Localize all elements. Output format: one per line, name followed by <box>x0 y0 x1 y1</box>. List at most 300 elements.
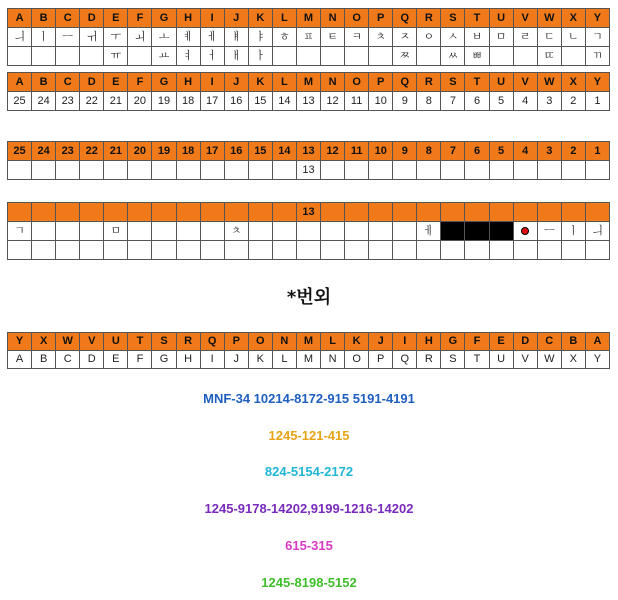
header-row-cell: Q <box>393 73 417 92</box>
value-row-cell <box>272 161 296 180</box>
number-row-cell: 11 <box>345 92 369 111</box>
korean-row-cell <box>561 47 585 66</box>
header-row-cell: 20 <box>128 142 152 161</box>
header-row-cell <box>441 203 465 222</box>
korean-row-cell: ㅒ <box>224 28 248 47</box>
header-row-cell: J <box>369 333 393 351</box>
value-row-cell <box>417 161 441 180</box>
puzzle-row-cell <box>56 241 80 260</box>
korean-row-cell: ㄹ <box>513 28 537 47</box>
puzzle-row-cell <box>441 222 465 241</box>
header-row-cell <box>272 203 296 222</box>
header-row-cell <box>513 203 537 222</box>
puzzle-row-cell <box>8 241 32 260</box>
puzzle-grid <box>7 202 610 260</box>
korean-row-cell: ㄱ <box>585 28 609 47</box>
header-row <box>8 333 610 351</box>
header-row-cell: O <box>345 9 369 28</box>
header-row-cell: E <box>104 9 128 28</box>
alphabet-row-cell: U <box>489 351 513 369</box>
puzzle-row-cell <box>489 241 513 260</box>
puzzle-row-cell <box>561 241 585 260</box>
header-row-cell: N <box>321 9 345 28</box>
value-row-cell <box>200 161 224 180</box>
value-row-cell <box>176 161 200 180</box>
header-row-cell <box>585 203 609 222</box>
header-row <box>8 203 610 222</box>
puzzle-row-cell <box>80 222 104 241</box>
header-row-cell: 2 <box>561 142 585 161</box>
value-row-cell <box>513 161 537 180</box>
header-row-cell: F <box>128 73 152 92</box>
puzzle-row-cell <box>152 222 176 241</box>
header-row-cell: 13 <box>296 142 320 161</box>
header-row-cell <box>200 203 224 222</box>
value-row-cell <box>104 161 128 180</box>
header-row-cell: 4 <box>513 142 537 161</box>
korean-row-cell: ㅟ <box>80 28 104 47</box>
korean-row-cell: ㅉ <box>393 47 417 66</box>
header-row-cell <box>128 203 152 222</box>
header-row-cell: L <box>272 9 296 28</box>
puzzle-row-cell <box>32 241 56 260</box>
value-row-cell <box>321 161 345 180</box>
puzzle-row-cell <box>128 241 152 260</box>
korean-row <box>8 28 610 47</box>
alphabet-row-cell: R <box>417 351 441 369</box>
header-row-cell: T <box>465 9 489 28</box>
header-row <box>8 73 610 92</box>
number-row-cell: 15 <box>248 92 272 111</box>
header-row-cell <box>321 203 345 222</box>
puzzle-row-cell <box>200 222 224 241</box>
number-row-cell: 1 <box>585 92 609 111</box>
header-row-cell: K <box>248 73 272 92</box>
alphabet-row-cell: G <box>152 351 176 369</box>
header-row-cell: E <box>489 333 513 351</box>
header-row-cell: B <box>561 333 585 351</box>
header-row-cell: F <box>465 333 489 351</box>
header-row-cell: J <box>224 9 248 28</box>
puzzle-row-cell <box>272 241 296 260</box>
korean-row-cell: ㅐ <box>224 47 248 66</box>
number-row <box>8 92 610 111</box>
value-row <box>8 161 610 180</box>
korean-row-cell: ㅎ <box>272 28 296 47</box>
puzzle-row-cell: ㅢ <box>585 222 609 241</box>
header-row-cell: V <box>80 333 104 351</box>
value-row-cell <box>80 161 104 180</box>
header-row-cell: M <box>296 9 320 28</box>
alphabet-row-cell: E <box>104 351 128 369</box>
korean-row-cell: ㄸ <box>537 47 561 66</box>
alphabet-row-cell: F <box>128 351 152 369</box>
puzzle-row-cell: ㅣ <box>561 222 585 241</box>
header-row-cell: 24 <box>32 142 56 161</box>
puzzle-row-cell <box>56 222 80 241</box>
header-row-cell <box>176 203 200 222</box>
header-row-cell: H <box>176 9 200 28</box>
header-row-cell: D <box>80 73 104 92</box>
header-row-cell: N <box>321 73 345 92</box>
value-row-cell <box>224 161 248 180</box>
number-row-cell: 7 <box>441 92 465 111</box>
header-row-cell: 25 <box>8 142 32 161</box>
header-row-cell <box>393 203 417 222</box>
header-row-cell: U <box>489 9 513 28</box>
puzzle-row-cell <box>585 241 609 260</box>
number-row-cell: 25 <box>8 92 32 111</box>
header-row-cell: 7 <box>441 142 465 161</box>
korean-row-cell: ㅑ <box>248 28 272 47</box>
value-row-cell <box>345 161 369 180</box>
alphabet-row-cell: T <box>465 351 489 369</box>
header-row-cell: 15 <box>248 142 272 161</box>
korean-cipher-table <box>7 8 610 66</box>
alphabet-row-cell: W <box>537 351 561 369</box>
number-row-cell: 2 <box>561 92 585 111</box>
number-table <box>7 141 610 180</box>
puzzle-row-cell <box>176 222 200 241</box>
code-line: 824-5154-2172 <box>264 464 354 479</box>
value-row-cell: 13 <box>296 161 320 180</box>
header-row-cell: I <box>200 73 224 92</box>
korean-row-cell <box>417 47 441 66</box>
puzzle-row-cell <box>489 222 513 241</box>
number-row-cell: 9 <box>393 92 417 111</box>
header-row-cell: X <box>561 73 585 92</box>
korean-row-cell: ㅇ <box>417 28 441 47</box>
header-row-cell: X <box>561 9 585 28</box>
header-row-cell <box>537 203 561 222</box>
header-row-cell: C <box>56 9 80 28</box>
puzzle-row-cell <box>104 241 128 260</box>
header-row-cell: E <box>104 73 128 92</box>
korean-row-cell: ㅈ <box>393 28 417 47</box>
alphabet-row-cell: B <box>32 351 56 369</box>
header-row-cell: B <box>32 73 56 92</box>
korean-row-cell: ㅏ <box>248 47 272 66</box>
header-row-cell: K <box>248 9 272 28</box>
alphabet-row-cell: P <box>369 351 393 369</box>
header-row-cell: 5 <box>489 142 513 161</box>
header-row-cell: S <box>152 333 176 351</box>
header-row-cell: A <box>8 73 32 92</box>
value-row-cell <box>128 161 152 180</box>
header-row-cell: S <box>441 73 465 92</box>
header-row-cell: Y <box>585 9 609 28</box>
header-row-cell: P <box>224 333 248 351</box>
number-row-cell: 3 <box>537 92 561 111</box>
puzzle-row-cell: ㄱ <box>8 222 32 241</box>
puzzle-row-cell <box>393 241 417 260</box>
header-row-cell: 1 <box>585 142 609 161</box>
korean-row-cell <box>345 47 369 66</box>
header-row-cell: Q <box>200 333 224 351</box>
number-row-cell: 22 <box>80 92 104 111</box>
value-row-cell <box>465 161 489 180</box>
header-row-cell <box>80 203 104 222</box>
value-row-cell <box>537 161 561 180</box>
puzzle-row-cell: ㅔ <box>417 222 441 241</box>
header-row-cell <box>104 203 128 222</box>
puzzle-row-cell <box>441 241 465 260</box>
number-row-cell: 4 <box>513 92 537 111</box>
korean-row-cell: ㅁ <box>489 28 513 47</box>
korean-row-cell <box>489 47 513 66</box>
header-row-cell: 11 <box>345 142 369 161</box>
puzzle-row-cell <box>345 222 369 241</box>
korean-row-cell: ㅃ <box>465 47 489 66</box>
korean-row-cell: ㅗ <box>152 28 176 47</box>
header-row-cell: 17 <box>200 142 224 161</box>
alphabet-row-cell: I <box>200 351 224 369</box>
puzzle-row-cell: ㅊ <box>224 222 248 241</box>
korean-row-cell <box>513 47 537 66</box>
puzzle-row-cell: ㅁ <box>104 222 128 241</box>
header-row-cell: B <box>32 9 56 28</box>
value-row-cell <box>441 161 465 180</box>
header-row-cell <box>369 203 393 222</box>
header-row-cell <box>152 203 176 222</box>
header-row-cell: 6 <box>465 142 489 161</box>
value-row-cell <box>489 161 513 180</box>
korean-row-cell: ㄲ <box>585 47 609 66</box>
header-row-cell: N <box>272 333 296 351</box>
code-line: 1245-9178-14202,9199-1216-14202 <box>204 501 414 516</box>
header-row-cell <box>224 203 248 222</box>
code-line: MNF-34 10214-8172-915 5191-4191 <box>203 391 415 406</box>
header-row-cell: 23 <box>56 142 80 161</box>
puzzle-row-cell <box>417 241 441 260</box>
puzzle-row-cell <box>321 222 345 241</box>
header-row-cell: G <box>152 9 176 28</box>
puzzle-row-cell <box>248 241 272 260</box>
header-row-cell: T <box>128 333 152 351</box>
korean-row-cell: ㅍ <box>296 28 320 47</box>
header-row-cell: 9 <box>393 142 417 161</box>
puzzle-row-cell <box>393 222 417 241</box>
korean-row-cell <box>80 47 104 66</box>
alphabet-row-cell: A <box>8 351 32 369</box>
korean-row-cell: ㄷ <box>537 28 561 47</box>
korean-row-cell: ㅌ <box>321 28 345 47</box>
number-row-cell: 12 <box>321 92 345 111</box>
value-row-cell <box>152 161 176 180</box>
alphabet-row-cell: V <box>513 351 537 369</box>
value-row-cell <box>32 161 56 180</box>
korean-row-cell: ㅣ <box>32 28 56 47</box>
header-row <box>8 9 610 28</box>
korean-row-cell: ㅆ <box>441 47 465 66</box>
header-row-cell: 21 <box>104 142 128 161</box>
puzzle-row-cell <box>272 222 296 241</box>
header-row-cell: P <box>369 73 393 92</box>
header-row-cell: K <box>345 333 369 351</box>
header-row-cell: R <box>417 9 441 28</box>
header-row-cell: Y <box>585 73 609 92</box>
number-row-cell: 18 <box>176 92 200 111</box>
puzzle-row-cell <box>296 241 320 260</box>
number-row-cell: 13 <box>296 92 320 111</box>
number-row-cell: 5 <box>489 92 513 111</box>
value-row-cell <box>393 161 417 180</box>
korean-row-cell <box>32 47 56 66</box>
number-row-cell: 10 <box>369 92 393 111</box>
header-row-cell: 18 <box>176 142 200 161</box>
value-row-cell <box>561 161 585 180</box>
header-row-cell <box>248 203 272 222</box>
alphabet-row-cell: M <box>296 351 320 369</box>
header-row-cell <box>561 203 585 222</box>
puzzle-row-cell <box>128 222 152 241</box>
number-row-cell: 17 <box>200 92 224 111</box>
alphabet-row-cell: O <box>345 351 369 369</box>
header-row-cell: U <box>489 73 513 92</box>
korean-row-cell: ㅅ <box>441 28 465 47</box>
header-row-cell: G <box>152 73 176 92</box>
header-row-cell: W <box>537 73 561 92</box>
header-row-cell: W <box>56 333 80 351</box>
korean-row-cell: ㅕ <box>176 47 200 66</box>
header-row-cell: R <box>417 73 441 92</box>
alphabet-row-cell: H <box>176 351 200 369</box>
korean-row-cell: ㅖ <box>176 28 200 47</box>
korean-row-cell: ㅓ <box>200 47 224 66</box>
header-row-cell: C <box>56 73 80 92</box>
puzzle-row-cell <box>369 222 393 241</box>
alphabet-row-cell: J <box>224 351 248 369</box>
puzzle-row-cell <box>248 222 272 241</box>
header-row-cell: R <box>176 333 200 351</box>
alphabet-row-cell: X <box>561 351 585 369</box>
value-row-cell <box>56 161 80 180</box>
korean-row <box>8 47 610 66</box>
korean-row-cell: ㄴ <box>561 28 585 47</box>
value-row-cell <box>8 161 32 180</box>
code-line: 615-315 <box>285 538 333 553</box>
korean-row-cell: ㅡ <box>56 28 80 47</box>
header-row-cell: I <box>393 333 417 351</box>
header-row-cell: D <box>80 9 104 28</box>
puzzle-row-cell <box>200 241 224 260</box>
alphabet-row-cell: L <box>272 351 296 369</box>
header-row-cell: H <box>417 333 441 351</box>
puzzle-row <box>8 241 610 260</box>
header-row-cell: T <box>465 73 489 92</box>
header-row-cell <box>8 203 32 222</box>
header-row-cell: V <box>513 9 537 28</box>
alphabet-row <box>8 351 610 369</box>
number-row-cell: 14 <box>272 92 296 111</box>
korean-row-cell: ㅔ <box>200 28 224 47</box>
korean-row-cell <box>321 47 345 66</box>
korean-row-cell <box>272 47 296 66</box>
puzzle-row-cell <box>465 222 489 241</box>
header-row-cell: L <box>272 73 296 92</box>
header-row-cell: 14 <box>272 142 296 161</box>
header-row-cell: C <box>537 333 561 351</box>
puzzle-row-cell <box>224 241 248 260</box>
number-row-cell: 16 <box>224 92 248 111</box>
korean-row-cell: ㅢ <box>8 28 32 47</box>
header-row-cell <box>56 203 80 222</box>
header-row-cell: D <box>513 333 537 351</box>
header-row-cell: A <box>585 333 609 351</box>
puzzle-row-cell <box>321 241 345 260</box>
korean-row-cell: ㅛ <box>152 47 176 66</box>
puzzle-row-cell <box>369 241 393 260</box>
header-row-cell: O <box>345 73 369 92</box>
header-row-cell: L <box>321 333 345 351</box>
alphabet-row-cell: N <box>321 351 345 369</box>
number-row-cell: 8 <box>417 92 441 111</box>
number-row-cell: 19 <box>152 92 176 111</box>
header-row-cell: H <box>176 73 200 92</box>
puzzle-row-cell <box>513 222 537 241</box>
value-row-cell <box>369 161 393 180</box>
puzzle-row-cell <box>345 241 369 260</box>
puzzle-row-cell <box>152 241 176 260</box>
code-line: 1245-121-415 <box>268 428 350 443</box>
puzzle-row-cell <box>465 241 489 260</box>
puzzle-row-cell <box>176 241 200 260</box>
header-row-cell <box>417 203 441 222</box>
value-row-cell <box>585 161 609 180</box>
korean-row-cell <box>56 47 80 66</box>
puzzle-row-cell <box>513 241 537 260</box>
alphabet-row-cell: S <box>441 351 465 369</box>
header-row-cell: M <box>296 333 320 351</box>
number-row-cell: 23 <box>56 92 80 111</box>
reverse-alphabet-table <box>7 332 610 369</box>
header-row-cell: 22 <box>80 142 104 161</box>
header-row-cell: A <box>8 9 32 28</box>
korean-row-cell <box>128 47 152 66</box>
korean-row-cell: ㅂ <box>465 28 489 47</box>
puzzle-row-cell: ㅡ <box>537 222 561 241</box>
header-row-cell <box>32 203 56 222</box>
korean-row-cell <box>8 47 32 66</box>
header-row-cell <box>465 203 489 222</box>
puzzle-row-cell <box>80 241 104 260</box>
header-row-cell: 3 <box>537 142 561 161</box>
value-row-cell <box>248 161 272 180</box>
korean-row-cell: ㅊ <box>369 28 393 47</box>
header-row-cell: J <box>224 73 248 92</box>
header-row-cell: 12 <box>321 142 345 161</box>
header-row-cell: 10 <box>369 142 393 161</box>
header-row-cell: 8 <box>417 142 441 161</box>
letter-number-table <box>7 72 610 111</box>
alphabet-row-cell: Y <box>585 351 609 369</box>
number-row-cell: 24 <box>32 92 56 111</box>
header-row-cell: 19 <box>152 142 176 161</box>
header-row-cell: W <box>537 9 561 28</box>
korean-row-cell: ㅠ <box>104 47 128 66</box>
alphabet-row-cell: C <box>56 351 80 369</box>
number-row-cell: 21 <box>104 92 128 111</box>
korean-row-cell: ㅜ <box>104 28 128 47</box>
header-row-cell <box>489 203 513 222</box>
header-row-cell <box>345 203 369 222</box>
header-row-cell: M <box>296 73 320 92</box>
header-row-cell: V <box>513 73 537 92</box>
code-line: 1245-8198-5152 <box>261 575 357 590</box>
header-row-cell: 13 <box>296 203 320 222</box>
korean-row-cell: ㅋ <box>345 28 369 47</box>
alphabet-row-cell: K <box>248 351 272 369</box>
